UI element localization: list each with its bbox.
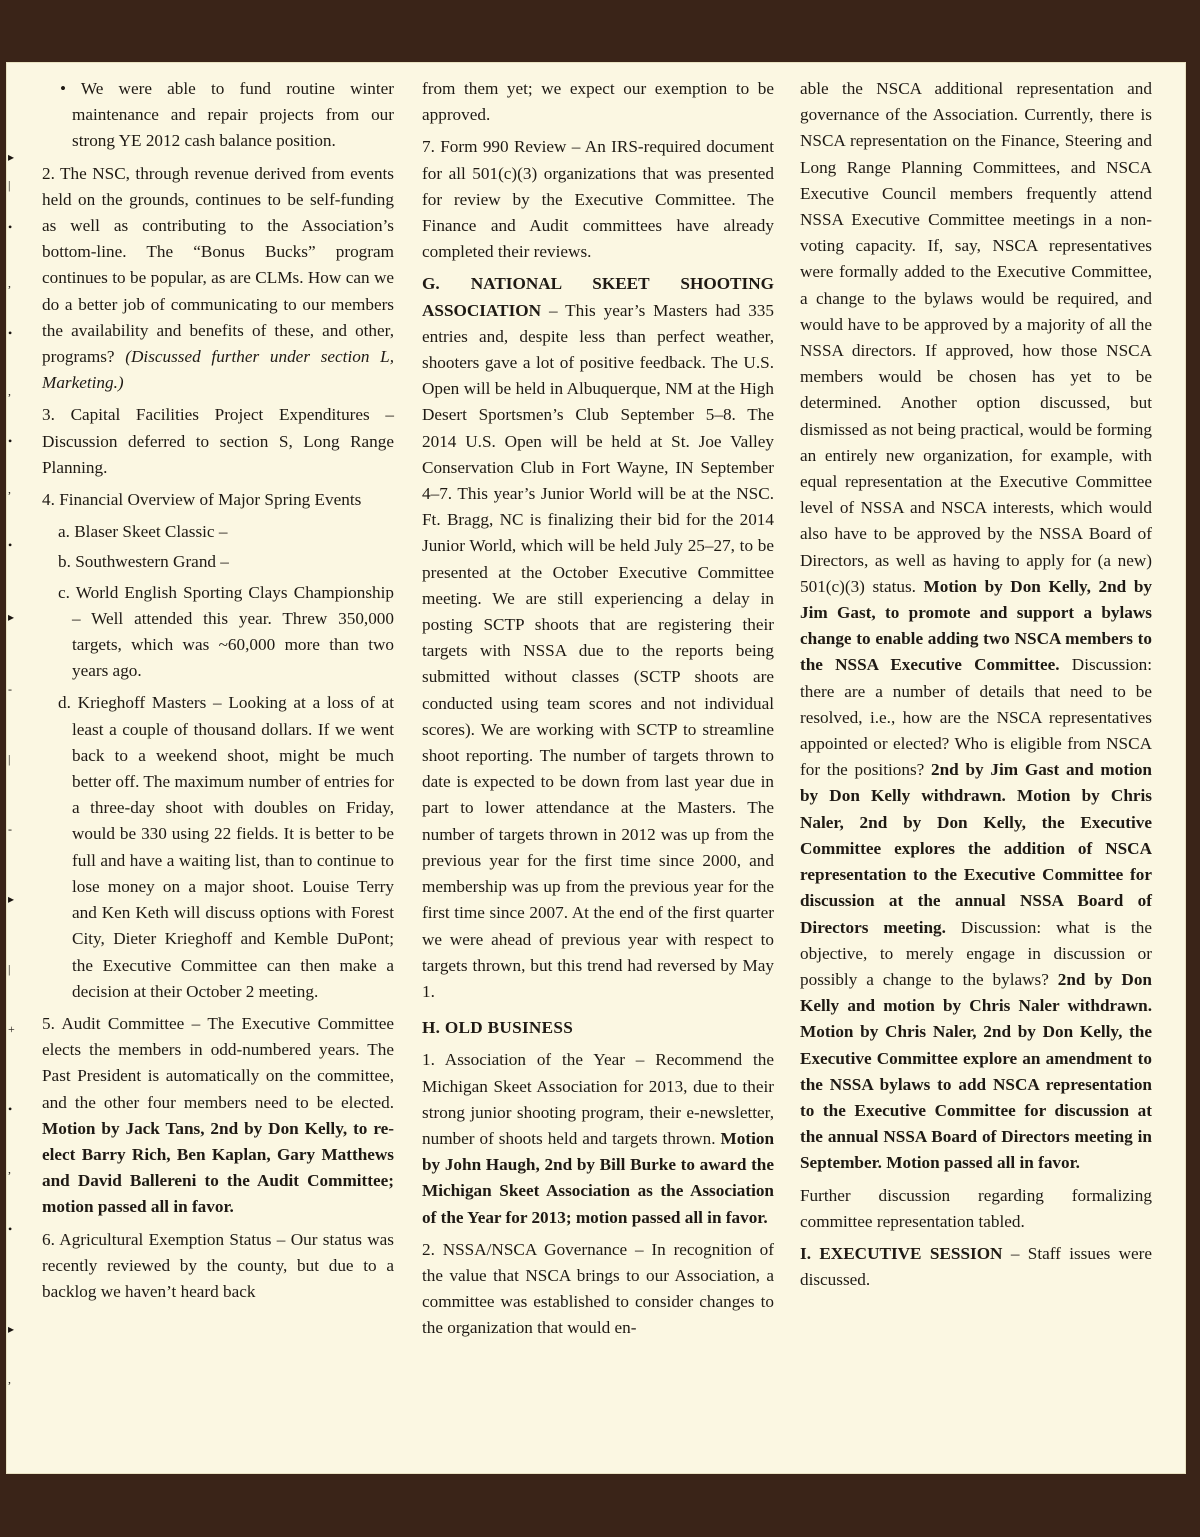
section-g-heading: G. NATIONAL SKEET SHOOTING ASSOCIATION <box>422 274 774 320</box>
item-blaser-skeet: a. Blaser Skeet Classic – <box>58 522 228 542</box>
paragraph-exemption-continued: from them yet; we expect our exemption to be approved. <box>422 79 774 125</box>
paragraph-capital-facilities: 3. Capital Facilities Project Expenditures – Discussion deferred to section S, Long Range Planning. <box>42 405 394 477</box>
section-h-heading: H. OLD BUSINESS <box>422 1018 574 1038</box>
page <box>6 62 1186 1474</box>
item-world-english: c. World English Sporting Clays Championship – Well attended this year. Threw 350,000 targets, which was ~60,000 more than two years ago. <box>58 582 394 681</box>
paragraph-financial-overview: 4. Financial Overview of Major Spring Events <box>42 490 362 510</box>
paragraph-further-discussion: Further discussion regarding formalizing committee representation tabled. <box>800 1185 1152 1231</box>
paragraph-association-of-year: 1. Association of the Year – Recommend the Michigan Skeet Association for 2013, due to their strong junior shooting program, their e-newsletter, number of shoots held and targets thrown. Motion by John Haugh, 2nd by Bill Burke to award the Michigan Skeet Association as the Association of the Year for 2013; motion passed all in favor. <box>422 1050 774 1227</box>
paragraph-governance-continued: able the NSCA additional representation and governance of the Association. Currently, there is NSCA representation on the Finance, Steering and Long Range Planning Committees, and NSCA Executive Council members frequently attend NSSA Executive Committee meetings in a non-voting capacity. If, say, NSCA representatives were formally added to the Executive Committee, a change to the bylaws would be required, and would have to be approved by a majority of all the NSSA directors. If approved, how those NSCA members would be chosen has yet to be determined. Another option discussed, but dismissed as not being practical, would be forming an entirely new organization, for example, with equal representation at the Executive Committee level of NSSA and NSCA interests, which would also have to be approved by the NSSA Board of Directors, as well as having to apply for (a new) 501(c)(3) status. Motion by Don Kelly, 2nd by Jim Gast, to promote and support a bylaws change to enable adding two NSCA members to the NSSA Executive Committee. Discussion: there are a number of details that need to be resolved, i.e., how are the NSCA representatives appointed or elected? Who is eligible from NSCA for the positions? 2nd by Jim Gast and motion by Don Kelly withdrawn. Motion by Chris Naler, 2nd by Don Kelly, the Executive Committee explores the addition of NSCA representation to the Executive Committee for discussion at the annual NSSA Board of Directors meeting. Discussion: what is the objective, to merely engage in discussion or possibly a change to the bylaws? 2nd by Don Kelly and motion by Chris Naler withdrawn. Motion by Chris Naler, 2nd by Don Kelly, the Executive Committee explore an amendment to the NSSA bylaws to add NSCA representation to the Executive Committee for discussion at the annual NSSA Board of Directors meeting in September. Motion passed all in favor. <box>800 79 1152 1173</box>
section-g-nssa: G. NATIONAL SKEET SHOOTING ASSOCIATION – This year’s Masters had 335 entries and, despite less than perfect weather, shooters gave a lot of positive feedback. The U.S. Open will be held in Albuquerque, NM at the High Desert Sportsmen’s Club September 5–8. The 2014 U.S. Open will be held at St. Joe Valley Conservation Club in Fort Wayne, IN September 4–7. This year’s Junior World will be at the NSC. Ft. Bragg, NC is finalizing their bid for the 2014 Junior World, which will be held July 25–27, to be presented at the October Executive Committee meeting. We are still experiencing a delay in posting SCTP shoots that are registering their targets with NSSA due to the reports being submitted without classes (SCTP shoots are conducted using team scores and not individual scores). We are working with SCTP to streamline shoot reporting. The number of targets thrown to date is expected to be down from last year due in part to lower attendance at the Masters. The number of targets thrown in 2012 was up from the previous year for the first time since 2000, and membership was up from the previous year for the first time since 2007. At the end of the first quarter we were ahead of previous year with respect to targets thrown, but this trend had reversed by May 1. <box>422 274 774 1001</box>
column-2 <box>422 76 774 1348</box>
paragraph-nsc-self-funding: 2. The NSC, through revenue derived from events held on the grounds, continues to be self-funding as well as contributing to the Association’s bottom-line. The “Bonus Bucks” program continues to be popular, as are CLMs. How can we do a better job of communicating to our members the availability and benefits of these, and other, programs? (Discussed further under section L, Marketing.) <box>42 163 394 393</box>
section-i-heading: I. EXECUTIVE SESSION <box>800 1243 1003 1263</box>
paragraph-agricultural-exemption: 6. Agricultural Exemption Status – Our status was recently reviewed by the county, but due to a backlog we haven’t heard back <box>42 1229 394 1301</box>
section-i-executive-session: I. EXECUTIVE SESSION – Staff issues were discussed. <box>800 1243 1152 1290</box>
bullet-winter-maintenance: • We were able to fund routine winter maintenance and repair projects from our strong YE 2012 cash balance position. <box>60 79 394 151</box>
item-southwestern-grand: b. Southwestern Grand – <box>58 552 229 572</box>
column-3 <box>800 76 1152 1299</box>
paragraph-audit-committee: 5. Audit Committee – The Executive Committee elects the members in odd-numbered years. The Past President is automatically on the committee, and the other four members need to be elected. Motion by Jack Tans, 2nd by Don Kelly, to re-elect Barry Rich, Ben Kaplan, Gary Matthews and David Ballereni to the Audit Committee; motion passed all in favor. <box>42 1013 394 1217</box>
paragraph-form-990: 7. Form 990 Review – An IRS-required document for all 501(c)(3) organizations that was presented for review by the Executive Committee. The Finance and Audit committees have already completed their reviews. <box>422 137 774 262</box>
item-krieghoff-masters: d. Krieghoff Masters – Looking at a loss of at least a couple of thousand dollars. If we went back to a weekend shoot, might be much better off. The maximum number of entries for a three-day shoot with doubles on Friday, would be 330 using 22 fields. It is better to be full and have a waiting list, than to continue to lose money on a major shoot. Louise Terry and Ken Keth will discuss options with Forest City, Dieter Krieghoff and Kemble DuPont; the Executive Committee can then make a decision at their October 2 meeting. <box>58 693 395 1001</box>
column-1 <box>42 76 394 1311</box>
paragraph-governance: 2. NSSA/NSCA Governance – In recognition of the value that NSCA brings to our Association, a committee was established to consider changes to the organization that would en- <box>422 1239 774 1338</box>
scan-margin-marks: ▸ | • , • , • , • ▸ - | - ▸ | + • , • ▸ , <box>8 150 15 1386</box>
